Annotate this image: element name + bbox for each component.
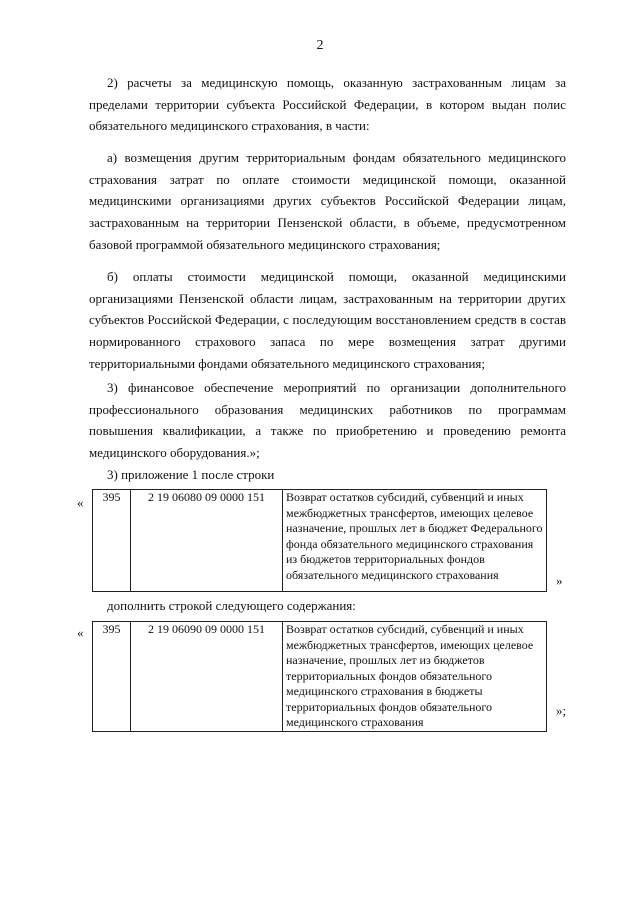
paragraph-b-payment [89, 266, 566, 375]
paragraph-3-financing [89, 377, 566, 464]
instruction-after-row: 3) приложение 1 после строки [107, 467, 275, 482]
paragraph-text: б) оплаты стоимости медицинской помощи, оказанной медицинскими организациями Пензенской области лицам, застрахованным на территории других субъектов Российской Федерации, с последующим восстановлением средств в состав нормированного страхового запаса по мере возмещения затрат другими территориальными фондами обязательного медицинского страхования; [89, 269, 566, 371]
classification-code-cell: 2 19 06090 09 0000 151 [131, 622, 283, 732]
paragraph-text: 3) финансовое обеспечение мероприятий по организации дополнительного профессионального образования медицинских работников по программам повышения квалификации, а также по приобретению и проведению ремонта медицинского оборудования.»; [89, 380, 566, 461]
paragraph-a-reimbursement [89, 147, 566, 256]
paragraph-text: а) возмещения другим территориальным фондам обязательного медицинского страхования затрат по оплате стоимости медицинской помощи, оказанной медицинскими организациями других субъектов Российской Федерации лицам, застрахованным на территории Пензенской области, в объеме, предусмотренном базовой программой обязательного медицинского страхования; [89, 150, 566, 252]
table-row [93, 622, 547, 732]
budget-row-table-existing [92, 489, 547, 592]
quote-close: » [556, 573, 563, 588]
table-row [93, 490, 547, 592]
page-number: 2 [316, 38, 324, 53]
description-cell: Возврат остатков субсидий, субвенций и иных межбюджетных трансфертов, имеющих целевое назначение, прошлых лет в бюджет Федерального фонда обязательного медицинского страхования из бюджетов территориальных фондов обязательного медицинского страхования [283, 490, 547, 592]
budget-row-table-new [92, 621, 547, 732]
quote-open: « [77, 625, 84, 640]
paragraph-text: 2) расчеты за медицинскую помощь, оказанную застрахованным лицам за пределами территории субъекта Российской Федерации, в котором выдан полис обязательного медицинского страхования, в части: [89, 75, 566, 134]
admin-code-cell: 395 [93, 490, 131, 592]
admin-code-cell: 395 [93, 622, 131, 732]
instruction-add-row: дополнить строкой следующего содержания: [107, 598, 356, 613]
description-cell: Возврат остатков субсидий, субвенций и иных межбюджетных трансфертов, имеющих целевое назначение, прошлых лет из бюджетов территориальных фондов обязательного медицинского страхования в бюджеты территориальных фондов обязательного медицинского страхования [283, 622, 547, 732]
quote-open: « [77, 495, 84, 510]
classification-code-cell: 2 19 06080 09 0000 151 [131, 490, 283, 592]
paragraph-2-settlements [89, 72, 566, 137]
quote-close: »; [556, 703, 567, 718]
